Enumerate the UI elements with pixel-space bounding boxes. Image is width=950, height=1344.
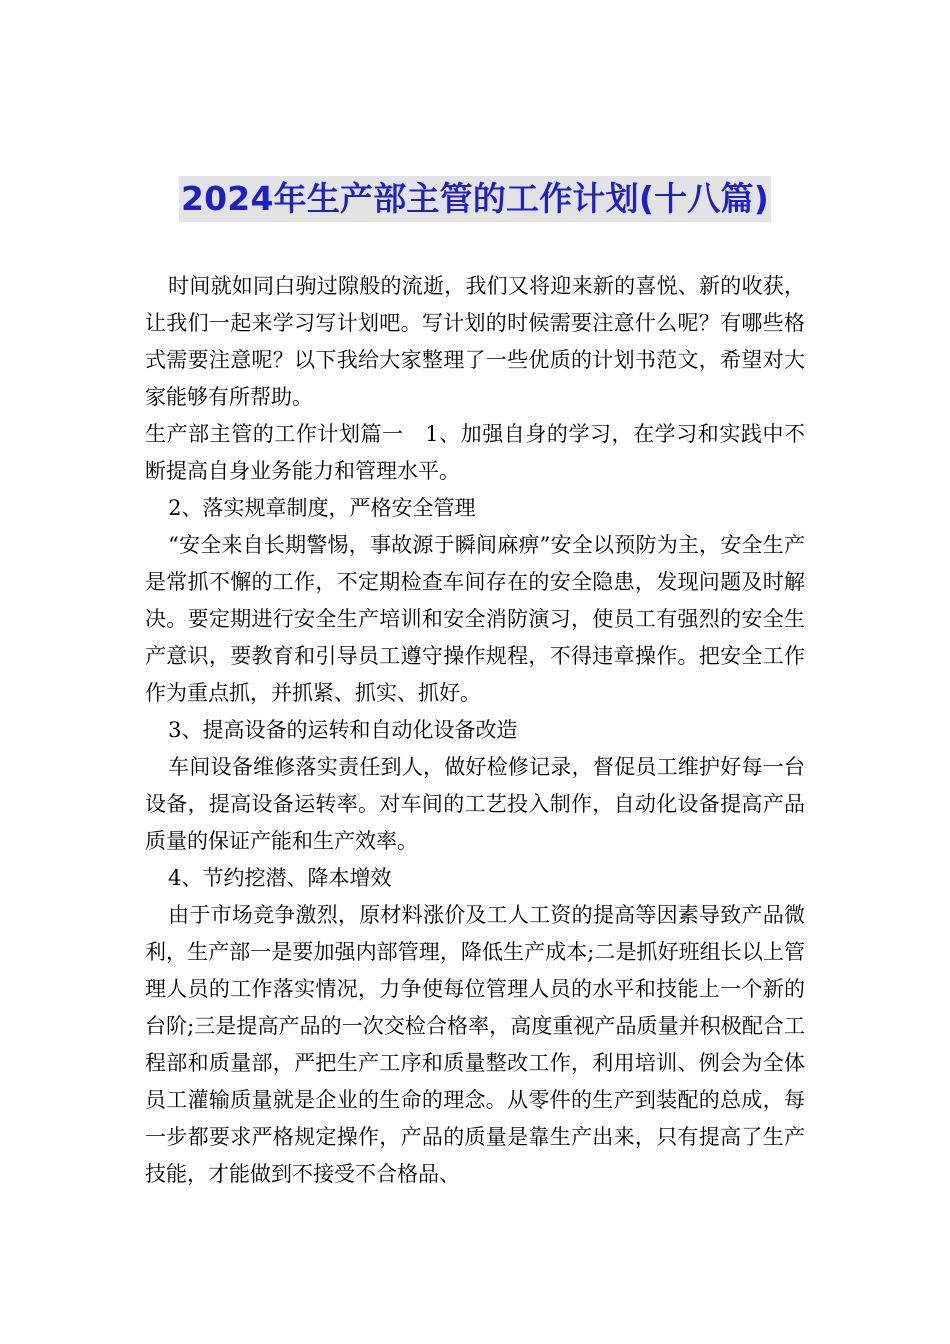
- paragraph-section-1: 生产部主管的工作计划篇一 1、加强自身的学习，在学习和实践中不断提高自身业务能力和管理水平。: [145, 422, 805, 483]
- title-container: [145, 176, 805, 222]
- paragraph-section-4: 由于市场竞争激烈，原材料涨价及工人工资的提高等因素导致产品微利，生产部一是要加强内部管理，降低生产成本;二是抓好班组长以上管理人员的工作落实情况，力争使每位管理人员的水平和技能上一个新的台阶;三是提高产品的一次交检合格率，高度重视产品质量并积极配合工程部和质量部，严把生产工序和质量整改工作，利用培训、例会为全体员工灌输质量就是企业的生命的理念。从零件的生产到装配的总成，每一步都要求严格规定操作，产品的质量是靠生产出来，只有提高了生产技能，才能做到不接受不合格品、: [145, 903, 805, 1186]
- paragraph-intro: 时间就如同白驹过隙般的流逝，我们又将迎来新的喜悦、新的收获，让我们一起来学习写计划吧。写计划的时候需要注意什么呢？有哪些格式需要注意呢？以下我给大家整理了一些优质的计划书范文，希望对大家能够有所帮助。: [145, 274, 805, 409]
- paragraph-section-2: “安全来自长期警惕，事故源于瞬间麻痹”安全以预防为主，安全生产是常抓不懈的工作，不定期检查车间存在的安全隐患，发现问题及时解决。要定期进行安全生产培训和安全消防演习，使员工有强烈的安全生产意识，要教育和引导员工遵守操作规程，不得违章操作。把安全工作作为重点抓，并抓紧、抓实、抓好。: [145, 533, 805, 705]
- document-title: 2024年生产部主管的工作计划(十八篇): [179, 176, 771, 222]
- heading-section-2: 2、落实规章制度，严格安全管理: [168, 496, 476, 520]
- heading-section-4: 4、节约挖潜、降本增效: [168, 866, 392, 890]
- document-body: [145, 268, 805, 1193]
- heading-section-3: 3、提高设备的运转和自动化设备改造: [168, 718, 518, 742]
- paragraph-section-3: 车间设备维修落实责任到人，做好检修记录，督促员工维护好每一台设备，提高设备运转率。对车间的工艺投入制作，自动化设备提高产品质量的保证产能和生产效率。: [145, 755, 805, 853]
